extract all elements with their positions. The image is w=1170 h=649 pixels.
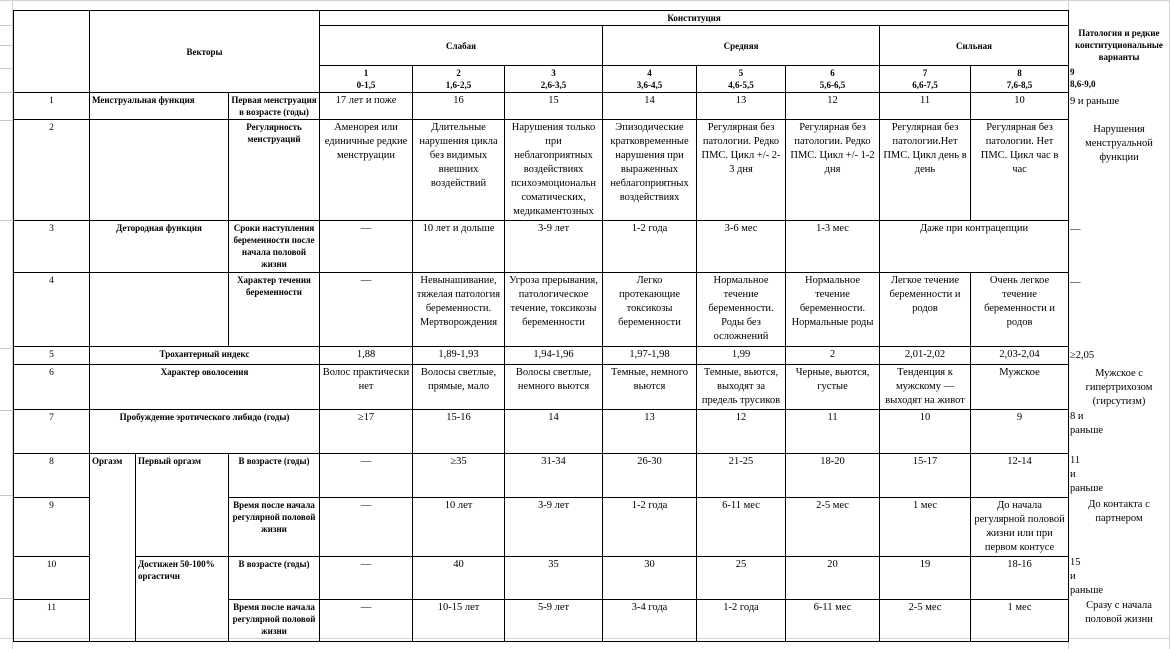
- table-cell[interactable]: 15-16: [413, 410, 505, 454]
- table-cell[interactable]: 6-11 мес: [786, 600, 880, 642]
- table-cell[interactable]: —: [320, 557, 413, 600]
- row-label[interactable]: В возрасте (годы): [229, 557, 320, 600]
- medium-header[interactable]: Средняя: [603, 26, 880, 66]
- merged-cell[interactable]: Даже при контрацепции: [880, 221, 1069, 273]
- table-cell[interactable]: Мужское: [971, 365, 1069, 410]
- col-header-8[interactable]: 8 7,6-8,5: [971, 66, 1069, 93]
- table-cell[interactable]: Легкое течение беременности и родов: [880, 273, 971, 347]
- row-label[interactable]: Время после начала регулярной половой жизни: [229, 600, 320, 642]
- table-cell[interactable]: ≥35: [413, 454, 505, 498]
- col-header-2[interactable]: 2 1,6-2,5: [413, 66, 505, 93]
- table-cell[interactable]: 18-16: [971, 557, 1069, 600]
- row-number[interactable]: 9: [14, 498, 90, 557]
- table-cell[interactable]: 1,88: [320, 347, 413, 365]
- table-cell[interactable]: 2-5 мес: [786, 498, 880, 557]
- col-header-9[interactable]: 9 8,6-9,0: [1070, 67, 1096, 89]
- table-cell[interactable]: 1 мес: [880, 498, 971, 557]
- table-cell[interactable]: 10-15 лет: [413, 600, 505, 642]
- table-cell[interactable]: 2-5 мес: [880, 600, 971, 642]
- table-cell[interactable]: 12-14: [971, 454, 1069, 498]
- table-cell[interactable]: 1-3 мес: [786, 221, 880, 273]
- group-cell[interactable]: [90, 273, 229, 347]
- col-header-1[interactable]: 1 0-1,5: [320, 66, 413, 93]
- table-cell[interactable]: 35: [505, 557, 603, 600]
- table-cell[interactable]: Легко протекающие токсикозы беременности: [603, 273, 697, 347]
- row-label[interactable]: Пробуждение эротического либидо (годы): [90, 410, 320, 454]
- table-cell[interactable]: 1-2 года: [603, 498, 697, 557]
- table-cell[interactable]: Регулярная без патологии. Редко ПМС. Цикл +/- 2-3 дня: [697, 120, 786, 221]
- table-cell[interactable]: 3-4 года: [603, 600, 697, 642]
- pathology-note-9[interactable]: До контакта с партнером: [1088, 499, 1150, 524]
- strong-header[interactable]: Сильная: [880, 26, 1069, 66]
- row-label[interactable]: Первая менструация в возрасте (годы): [229, 93, 320, 120]
- table-cell[interactable]: 14: [505, 410, 603, 454]
- row-number[interactable]: 1: [14, 93, 90, 120]
- weak-header[interactable]: Слабая: [320, 26, 603, 66]
- table-cell[interactable]: 1-2 года: [697, 600, 786, 642]
- table-cell[interactable]: 10: [880, 410, 971, 454]
- col-header-7[interactable]: 7 6,6-7,5: [880, 66, 971, 93]
- table-cell[interactable]: 1,94-1,96: [505, 347, 603, 365]
- pathology-note-10[interactable]: 15 и раньше: [1070, 557, 1104, 596]
- col-header-4[interactable]: 4 3,6-4,5: [603, 66, 697, 93]
- table-cell[interactable]: —: [320, 454, 413, 498]
- pathology-note-3[interactable]: —: [1070, 224, 1081, 235]
- table-cell[interactable]: 11: [786, 410, 880, 454]
- table-cell[interactable]: 3-9 лет: [505, 498, 603, 557]
- table-cell[interactable]: 16: [413, 93, 505, 120]
- table-cell[interactable]: 15: [505, 93, 603, 120]
- table-cell[interactable]: 1 мес: [971, 600, 1069, 642]
- row-label[interactable]: Характер течения беременности: [229, 273, 320, 347]
- table-cell[interactable]: 21-25: [697, 454, 786, 498]
- table-cell[interactable]: 6-11 мес: [697, 498, 786, 557]
- group-reproductive[interactable]: Детородная функция: [90, 221, 229, 273]
- table-cell[interactable]: 30: [603, 557, 697, 600]
- table-cell[interactable]: Нормальное течение беременности. Роды без осложнений: [697, 273, 786, 347]
- pathology-note-2[interactable]: Нарушения менструальной функции: [1085, 124, 1153, 163]
- table-cell[interactable]: 2,03-2,04: [971, 347, 1069, 365]
- row-number[interactable]: 10: [14, 557, 90, 600]
- table-cell[interactable]: 18-20: [786, 454, 880, 498]
- table-cell[interactable]: 20: [786, 557, 880, 600]
- table-cell[interactable]: Нарушения только при неблагоприятных воздействиях психоэмоциональн соматических, медикаментозных: [505, 120, 603, 221]
- table-cell[interactable]: Волос практически нет: [320, 365, 413, 410]
- constitution-header[interactable]: Конституция: [320, 11, 1069, 26]
- table-cell[interactable]: 17 лет и поже: [320, 93, 413, 120]
- table-cell[interactable]: 10 лет: [413, 498, 505, 557]
- table-cell[interactable]: Регулярная без патологии.Нет ПМС. Цикл день в день: [880, 120, 971, 221]
- table-cell[interactable]: 11: [880, 93, 971, 120]
- table-cell[interactable]: 3-9 лет: [505, 221, 603, 273]
- table-cell[interactable]: 2: [786, 347, 880, 365]
- table-cell[interactable]: ≥17: [320, 410, 413, 454]
- table-cell[interactable]: 2,01-2,02: [880, 347, 971, 365]
- constitution-table: [13, 10, 1069, 642]
- table-cell[interactable]: 1,89-1,93: [413, 347, 505, 365]
- col-header-5[interactable]: 5 4,6-5,5: [697, 66, 786, 93]
- pathology-note-6[interactable]: Мужское с гипертрихозом (гирсутизм): [1085, 368, 1153, 407]
- table-cell[interactable]: Очень легкое течение беременности и родов: [971, 273, 1069, 347]
- table-cell[interactable]: 10 лет и дольше: [413, 221, 505, 273]
- table-cell[interactable]: 26-30: [603, 454, 697, 498]
- subgroup-orgasm-achieved[interactable]: Достижен 50-100% оргастичн: [136, 557, 229, 642]
- table-cell[interactable]: 31-34: [505, 454, 603, 498]
- table-cell[interactable]: 14: [603, 93, 697, 120]
- pathology-note-4[interactable]: —: [1070, 277, 1081, 288]
- row-number[interactable]: 11: [14, 600, 90, 642]
- row-label[interactable]: В возрасте (годы): [229, 454, 320, 498]
- table-cell[interactable]: Нормальное течение беременности. Нормальные роды: [786, 273, 880, 347]
- table-cell[interactable]: —: [320, 221, 413, 273]
- pathology-note-7[interactable]: 8 и раньше: [1070, 411, 1104, 436]
- row-number[interactable]: 4: [14, 273, 90, 347]
- table-cell[interactable]: Черные, вьются, густые: [786, 365, 880, 410]
- group-menstrual[interactable]: Менструальная функция: [90, 93, 229, 120]
- table-cell[interactable]: 13: [697, 93, 786, 120]
- pathology-note-11[interactable]: Сразу с начала половой жизни: [1085, 600, 1153, 625]
- table-cell[interactable]: Темные, немного вьются: [603, 365, 697, 410]
- table-cell[interactable]: Волосы светлые, прямые, мало: [413, 365, 505, 410]
- row-number[interactable]: 3: [14, 221, 90, 273]
- table-cell[interactable]: Невынашивание, тяжелая патология беременности. Мертворождения: [413, 273, 505, 347]
- table-cell[interactable]: 12: [786, 93, 880, 120]
- table-cell[interactable]: Длительные нарушения цикла без видимых внешних воздействий: [413, 120, 505, 221]
- table-cell[interactable]: 3-6 мес: [697, 221, 786, 273]
- row-number[interactable]: 6: [14, 365, 90, 410]
- table-cell[interactable]: Темные, вьются, выходят за предель трусиков: [697, 365, 786, 410]
- table-cell[interactable]: Волосы светлые, немного вьются: [505, 365, 603, 410]
- row-number[interactable]: 5: [14, 347, 90, 365]
- vectors-header[interactable]: Векторы: [90, 11, 320, 93]
- table-cell[interactable]: 10: [971, 93, 1069, 120]
- row-label[interactable]: Регулярность менструаций: [229, 120, 320, 221]
- table-cell[interactable]: 40: [413, 557, 505, 600]
- table-cell[interactable]: Тенденция к мужскому — выходят на живот: [880, 365, 971, 410]
- table-cell[interactable]: Угроза прерывания, патологическое течение, токсикозы беременности: [505, 273, 603, 347]
- col-header-6[interactable]: 6 5,6-6,5: [786, 66, 880, 93]
- table-cell[interactable]: 12: [697, 410, 786, 454]
- table-cell[interactable]: До начала регулярной половой жизни или при первом контусе: [971, 498, 1069, 557]
- row-number[interactable]: 2: [14, 120, 90, 221]
- group-orgasm[interactable]: Оргазм: [90, 454, 136, 642]
- row-label[interactable]: Время после начала регулярной половой жизни: [229, 498, 320, 557]
- row-label[interactable]: Характер оволосения: [90, 365, 320, 410]
- pathology-note-1[interactable]: 9 и раньше: [1070, 96, 1120, 107]
- table-cell[interactable]: 1,97-1,98: [603, 347, 697, 365]
- table-cell[interactable]: Регулярная без патологии. Редко ПМС. Цикл +/- 1-2 дня: [786, 120, 880, 221]
- table-cell[interactable]: 1,99: [697, 347, 786, 365]
- table-cell[interactable]: 13: [603, 410, 697, 454]
- table-cell[interactable]: Аменорея или единичные редкие менструации: [320, 120, 413, 221]
- subgroup-first-orgasm[interactable]: Первый оргазм: [136, 454, 229, 557]
- table-cell[interactable]: 15-17: [880, 454, 971, 498]
- pathology-header[interactable]: Патология и редкие конституциональные варианты: [1075, 28, 1163, 62]
- row-number[interactable]: 8: [14, 454, 90, 498]
- table-cell[interactable]: —: [320, 273, 413, 347]
- table-cell[interactable]: 9: [971, 410, 1069, 454]
- table-cell[interactable]: —: [320, 498, 413, 557]
- group-cell[interactable]: [90, 120, 229, 221]
- table-cell[interactable]: —: [320, 600, 413, 642]
- table-cell[interactable]: Регулярная без патологии. Нет ПМС. Цикл час в час: [971, 120, 1069, 221]
- table-cell[interactable]: 5-9 лет: [505, 600, 603, 642]
- table-cell[interactable]: 19: [880, 557, 971, 600]
- row-label[interactable]: Трохантерный индекс: [90, 347, 320, 365]
- corner-cell[interactable]: [14, 11, 90, 93]
- pathology-note-8[interactable]: 11 и раньше: [1070, 455, 1104, 494]
- col-header-3[interactable]: 3 2,6-3,5: [505, 66, 603, 93]
- table-cell[interactable]: 25: [697, 557, 786, 600]
- pathology-note-5[interactable]: ≥2,05: [1070, 350, 1095, 361]
- row-label[interactable]: Сроки наступления беременности после начала половой жизни: [229, 221, 320, 273]
- row-number[interactable]: 7: [14, 410, 90, 454]
- table-cell[interactable]: Эпизодические кратковременные нарушения при выраженных неблагоприятных воздействиях: [603, 120, 697, 221]
- table-cell[interactable]: 1-2 года: [603, 221, 697, 273]
